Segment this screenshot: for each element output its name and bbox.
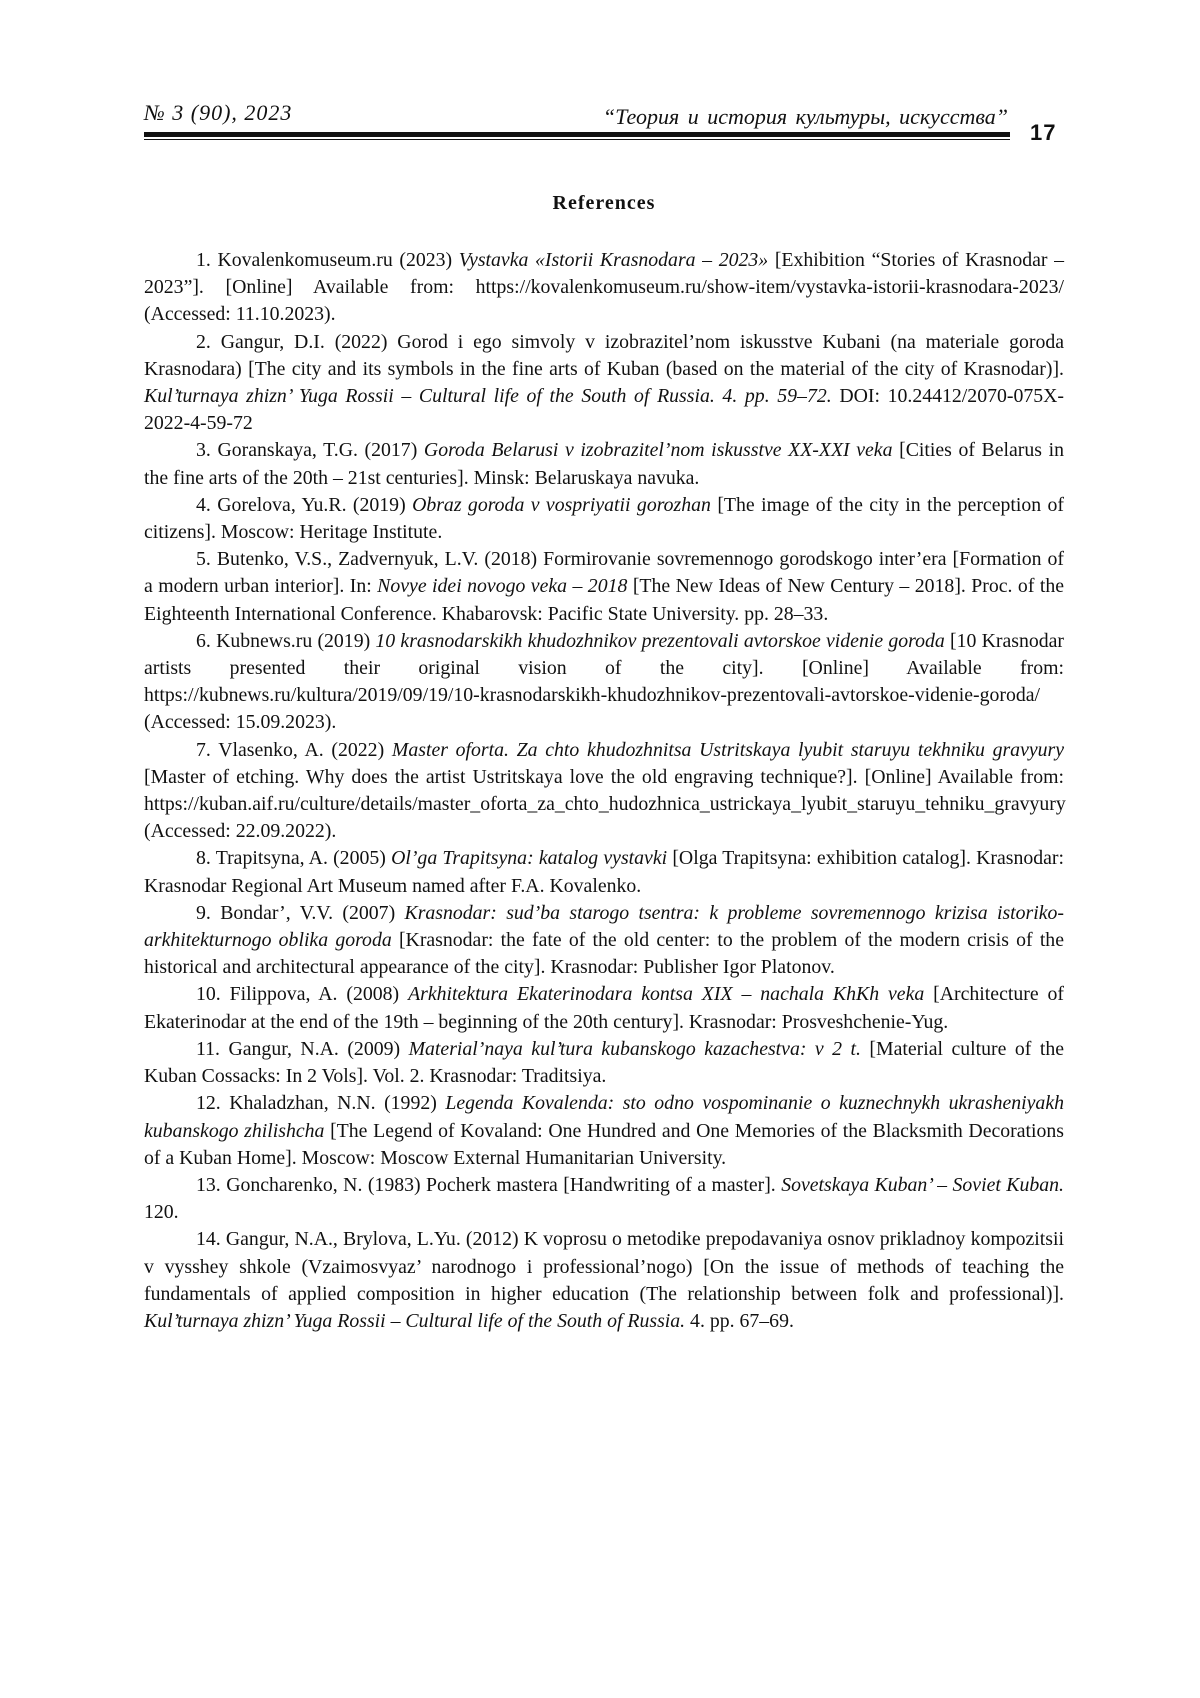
reference-item xyxy=(144,900,1064,982)
reference-item xyxy=(144,247,1064,329)
reference-text: Kovalenkomuseum.ru (2023) xyxy=(211,249,459,271)
reference-source-title: Vystavka «Istorii Krasnodara – 2023» xyxy=(459,249,768,271)
reference-item xyxy=(144,546,1064,628)
reference-source-title: Arkhitektura Ekaterinodara kontsa XIX – nachala KhKh veka xyxy=(408,983,924,1005)
reference-number: 3. xyxy=(196,439,211,461)
reference-number: 2. xyxy=(196,331,211,353)
reference-text: Khaladzhan, N.N. (1992) xyxy=(221,1092,446,1114)
reference-source-title: Goroda Belarusi v izobrazitel’nom iskusstve XX-XXI veka xyxy=(424,439,893,461)
reference-number: 9. xyxy=(196,902,211,924)
reference-text: Goncharenko, N. (1983) Pocherk mastera [Handwriting of a master]. xyxy=(221,1174,781,1196)
reference-item xyxy=(144,628,1064,737)
reference-number: 8. xyxy=(196,847,211,869)
reference-list xyxy=(144,247,1064,1335)
header-rule-thick xyxy=(144,132,1010,137)
reference-text: [Architecture of Ekaterinodar at the end of the 19th – beginning of the 20th century]. Krasnodar: Prosveshchenie-Yug. xyxy=(144,983,1064,1032)
reference-number: 11. xyxy=(196,1038,220,1060)
reference-number: 13. xyxy=(196,1174,221,1196)
reference-source-title: Krasnodar: sud’ba starogo tsentra: k probleme sovremennogo krizisa istoriko-arkhitekturnogo oblika goroda xyxy=(144,902,1064,951)
reference-source-title: Master oforta. Za chto khudozhnitsa Ustritskaya lyubit staruyu tekhniku gravyury xyxy=(392,739,1064,761)
reference-item xyxy=(144,437,1064,491)
header-rule-thin xyxy=(144,139,1010,140)
reference-text: [Olga Trapitsyna: exhibition catalog]. Krasnodar: Krasnodar Regional Art Museum named after F.A. Kovalenko. xyxy=(144,847,1064,896)
reference-text: [The New Ideas of New Century – 2018]. Proc. of the Eighteenth International Conference. Khabarovsk: Pacific State University. pp. 28–33. xyxy=(144,575,1064,624)
journal-title: “Теория и история культуры, искусства” xyxy=(603,104,1008,130)
reference-text: [Cities of Belarus in the fine arts of the 20th – 21st centuries]. Minsk: Belaruskaya navuka. xyxy=(144,439,1064,488)
reference-text: Filippova, A. (2008) xyxy=(221,983,408,1005)
reference-item xyxy=(144,1090,1064,1172)
reference-source-title: Legenda Kovalenda: sto odno vospominanie o kuznechnykh ukrasheniyakh kubanskogo zhilishcha xyxy=(144,1092,1064,1141)
reference-text: Gorelova, Yu.R. (2019) xyxy=(211,494,412,516)
reference-item xyxy=(144,1036,1064,1090)
reference-number: 7. xyxy=(196,739,211,761)
page-number: 17 xyxy=(1030,120,1056,146)
reference-number: 1. xyxy=(196,249,211,271)
reference-text: Trapitsyna, A. (2005) xyxy=(211,847,391,869)
reference-source-title: Novye idei novogo veka – 2018 xyxy=(377,575,627,597)
issue-number: № 3 (90), 2023 xyxy=(144,100,292,126)
reference-text: [The image of the city in the perception of citizens]. Moscow: Heritage Institute. xyxy=(144,494,1064,543)
reference-text: DOI: 10.24412/2070-075X-2022-4-59-72 xyxy=(144,385,1064,434)
reference-source-title: Material’naya kul’tura kubanskogo kazachestva: v 2 t. xyxy=(409,1038,861,1060)
reference-text: [Material culture of the Kuban Cossacks: In 2 Vols]. Vol. 2. Krasnodar: Traditsiya. xyxy=(144,1038,1064,1087)
reference-item xyxy=(144,981,1064,1035)
reference-source-title: Obraz goroda v vospriyatii gorozhan xyxy=(412,494,711,516)
reference-text: [Master of etching. Why does the artist Ustritskaya love the old engraving technique?]. [Online] Available from: https://kuban.aif.ru/culture/details/master_oforta_za_chto_hudozhnica_ustrickaya_lyubit_staruyu_tehniku_gravyury (Accessed: 22.09.2022). xyxy=(144,766,1066,842)
reference-item xyxy=(144,737,1064,846)
reference-source-title: Kul’turnaya zhizn’ Yuga Rossii – Cultural life of the South of Russia. 4. pp. 59–72. xyxy=(144,385,832,407)
reference-text: 4. pp. 67–69. xyxy=(685,1310,794,1332)
reference-text: 120. xyxy=(144,1201,179,1223)
reference-text: Goranskaya, T.G. (2017) xyxy=(211,439,424,461)
reference-number: 10. xyxy=(196,983,221,1005)
reference-number: 12. xyxy=(196,1092,221,1114)
reference-source-title: Ol’ga Trapitsyna: katalog vystavki xyxy=(391,847,667,869)
reference-text: Bondar’, V.V. (2007) xyxy=(211,902,405,924)
reference-text: [Exhibition “Stories of Krasnodar – 2023”]. [Online] Available from: https://kovalenkomuseum.ru/show-item/vystavka-istorii-krasnodara-2023/ (Accessed: 11.10.2023). xyxy=(144,249,1064,325)
reference-source-title: 10 krasnodarskikh khudozhnikov prezentovali avtorskoe videnie goroda xyxy=(375,630,944,652)
reference-number: 14. xyxy=(196,1228,221,1250)
reference-text: Gangur, N.A., Brylova, L.Yu. (2012) K voprosu o metodike prepodavaniya osnov prikladnoy kompozitsii v vysshey shkole (Vzaimosvyaz’ narodnogo i professional’nogo) [On the issue of methods of teaching the fundamentals of applied composition in higher education (The relationship between folk and professional)]. xyxy=(144,1228,1064,1304)
reference-text: [10 Krasnodar artists presented their original vision of the city]. [Online] Available from: https://kubnews.ru/kultura/2019/09/19/10-krasnodarskikh-khudozhnikov-prezentovali-avtorskoe-videnie-goroda/ (Accessed: 15.09.2023). xyxy=(144,630,1064,734)
reference-text: Gangur, N.A. (2009) xyxy=(220,1038,409,1060)
reference-item xyxy=(144,1226,1064,1335)
reference-text: [The Legend of Kovaland: One Hundred and One Memories of the Blacksmith Decorations of a Kuban Home]. Moscow: Moscow External Humanitarian University. xyxy=(144,1120,1064,1169)
reference-number: 4. xyxy=(196,494,211,516)
reference-text: [Krasnodar: the fate of the old center: to the problem of the modern crisis of the historical and architectural appearance of the city]. Krasnodar: Publisher Igor Platonov. xyxy=(144,929,1064,978)
reference-source-title: Sovetskaya Kuban’ – Soviet Kuban. xyxy=(781,1174,1064,1196)
reference-text: Butenko, V.S., Zadvernyuk, L.V. (2018) Formirovanie sovremennogo gorodskogo inter’era [Formation of a modern urban interior]. In: xyxy=(144,548,1064,597)
reference-number: 5. xyxy=(196,548,211,570)
reference-item xyxy=(144,329,1064,438)
reference-source-title: Kul’turnaya zhizn’ Yuga Rossii – Cultural life of the South of Russia. xyxy=(144,1310,685,1332)
reference-text: Gangur, D.I. (2022) Gorod i ego simvoly v izobrazitel’nom iskusstve Kubani (na materiale goroda Krasnodara) [The city and its symbols in the fine arts of Kuban (based on the material of the city of Krasnodar)]. xyxy=(144,331,1064,380)
reference-item xyxy=(144,1172,1064,1226)
section-title: References xyxy=(144,192,1064,215)
running-header xyxy=(144,96,1010,144)
reference-item xyxy=(144,492,1064,546)
reference-text: Vlasenko, A. (2022) xyxy=(211,739,392,761)
reference-item xyxy=(144,845,1064,899)
reference-number: 6. xyxy=(196,630,211,652)
reference-text: Kubnews.ru (2019) xyxy=(211,630,376,652)
